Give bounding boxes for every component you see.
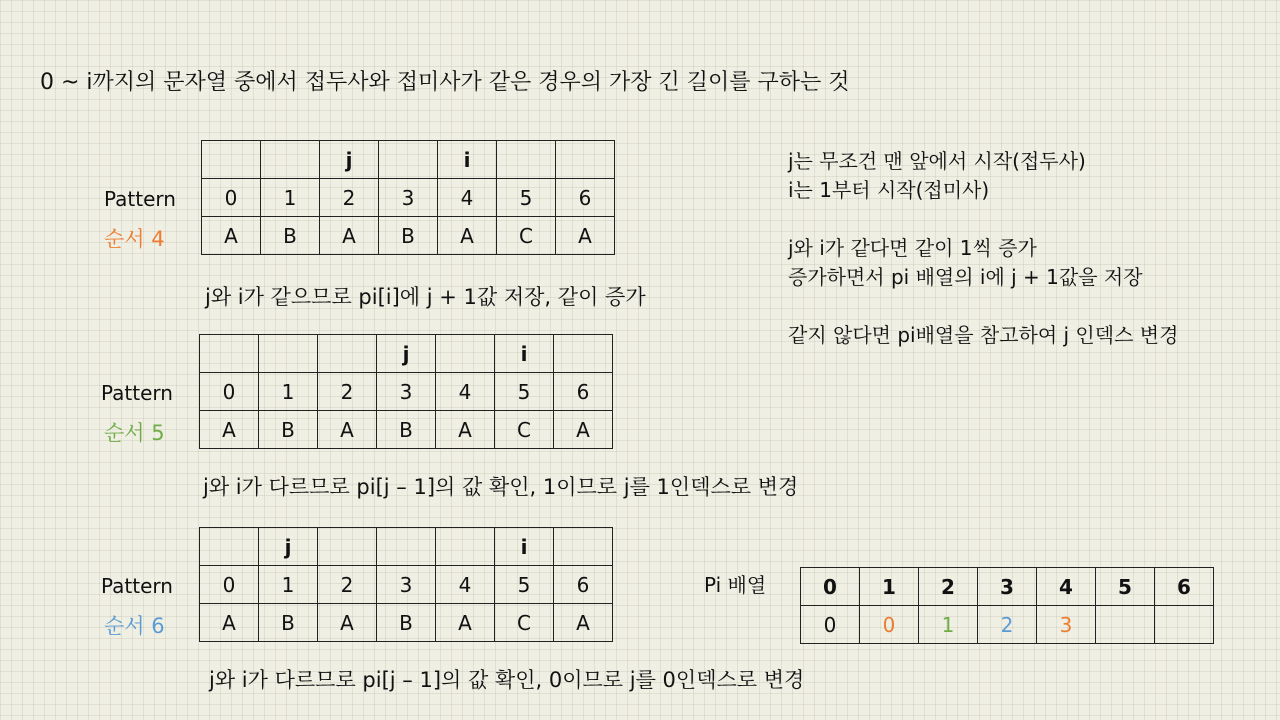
pi-index-cell: 6	[1155, 568, 1214, 606]
pi-index-cell: 1	[860, 568, 919, 606]
algorithm-notes	[788, 147, 1178, 350]
char-cell: B	[377, 411, 436, 449]
char-cell: B	[377, 604, 436, 642]
pi-value-cell: 1	[919, 606, 978, 644]
pointer-cell: j	[377, 335, 436, 373]
char-cell: A	[200, 411, 259, 449]
index-cell: 0	[202, 179, 261, 217]
pi-value-cell: 3	[1037, 606, 1096, 644]
note-line: j는 무조건 맨 앞에서 시작(접두사)	[788, 149, 1086, 173]
pointer-cell	[377, 528, 436, 566]
pi-value-cell: 2	[978, 606, 1037, 644]
pointer-cell: i	[495, 335, 554, 373]
char-cell: A	[436, 604, 495, 642]
index-row	[200, 373, 613, 411]
pi-array-table	[800, 567, 1214, 644]
pi-index-cell: 2	[919, 568, 978, 606]
index-cell: 2	[320, 179, 379, 217]
char-cell: A	[318, 604, 377, 642]
pointer-cell	[318, 335, 377, 373]
pi-index-cell: 4	[1037, 568, 1096, 606]
note-line: 증가하면서 pi 배열의 i에 j + 1값을 저장	[788, 265, 1143, 289]
pattern-table-step-5	[199, 334, 613, 449]
char-cell: C	[495, 411, 554, 449]
char-cell: A	[436, 411, 495, 449]
index-cell: 3	[379, 179, 438, 217]
pointer-cell	[318, 528, 377, 566]
pi-value-cell: 0	[860, 606, 919, 644]
index-cell: 3	[377, 566, 436, 604]
char-cell: B	[259, 411, 318, 449]
pi-value-cell	[1155, 606, 1214, 644]
pointer-cell	[436, 335, 495, 373]
pointer-cell	[200, 335, 259, 373]
page-title: 0 ~ i까지의 문자열 중에서 접두사와 접미사가 같은 경우의 가장 긴 길이를 구하는 것	[40, 70, 850, 95]
char-cell: A	[554, 604, 613, 642]
pi-index-cell: 3	[978, 568, 1037, 606]
index-cell: 4	[436, 373, 495, 411]
index-cell: 2	[318, 373, 377, 411]
index-cell: 6	[554, 373, 613, 411]
note-line: i는 1부터 시작(접미사)	[788, 178, 990, 202]
note-line: 같지 않다면 pi배열을 참고하여 j 인덱스 변경	[788, 323, 1179, 347]
note-spacer	[788, 292, 1178, 321]
pointer-cell	[556, 141, 615, 179]
index-cell: 6	[556, 179, 615, 217]
pointer-row	[200, 335, 613, 373]
pi-value-cell: 0	[801, 606, 860, 644]
pi-index-cell: 5	[1096, 568, 1155, 606]
pointer-cell	[497, 141, 556, 179]
pointer-cell	[200, 528, 259, 566]
index-cell: 5	[495, 373, 554, 411]
index-cell: 1	[261, 179, 320, 217]
pi-array-label: Pi 배열	[704, 573, 767, 597]
pointer-row	[202, 141, 615, 179]
pattern-label: Pattern	[101, 381, 173, 405]
pi-index-cell: 0	[801, 568, 860, 606]
order-label: 순서 5	[104, 421, 165, 445]
pointer-cell: j	[259, 528, 318, 566]
index-cell: 5	[495, 566, 554, 604]
order-label: 순서 6	[104, 614, 165, 638]
index-cell: 3	[377, 373, 436, 411]
char-cell: B	[261, 217, 320, 255]
pointer-cell	[259, 335, 318, 373]
char-cell: A	[556, 217, 615, 255]
index-cell: 5	[497, 179, 556, 217]
index-cell: 0	[200, 373, 259, 411]
pointer-cell: i	[495, 528, 554, 566]
note-line: j와 i가 같다면 같이 1씩 증가	[788, 236, 1037, 260]
pointer-cell	[202, 141, 261, 179]
char-cell: C	[495, 604, 554, 642]
step-caption: j와 i가 다르므로 pi[j – 1]의 값 확인, 1이므로 j를 1인덱스로 변경	[203, 475, 799, 499]
index-row	[200, 566, 613, 604]
pi-value-row	[801, 606, 1214, 644]
char-cell: C	[497, 217, 556, 255]
order-label: 순서 4	[104, 227, 165, 251]
pattern-table-step-6	[199, 527, 613, 642]
char-cell: B	[259, 604, 318, 642]
pattern-label: Pattern	[104, 187, 176, 211]
step-caption: j와 i가 다르므로 pi[j – 1]의 값 확인, 0이므로 j를 0인덱스로 변경	[209, 668, 805, 692]
index-cell: 4	[438, 179, 497, 217]
pattern-table-step-4	[201, 140, 615, 255]
char-cell: A	[438, 217, 497, 255]
pi-value-cell	[1096, 606, 1155, 644]
pattern-label: Pattern	[101, 574, 173, 598]
pointer-cell	[554, 335, 613, 373]
pointer-cell	[261, 141, 320, 179]
char-cell: A	[320, 217, 379, 255]
char-cell: A	[200, 604, 259, 642]
pointer-cell: j	[320, 141, 379, 179]
index-cell: 6	[554, 566, 613, 604]
char-row	[200, 604, 613, 642]
pointer-cell: i	[438, 141, 497, 179]
char-cell: A	[202, 217, 261, 255]
index-cell: 0	[200, 566, 259, 604]
index-cell: 2	[318, 566, 377, 604]
char-row	[202, 217, 615, 255]
step-caption: j와 i가 같으므로 pi[i]에 j + 1값 저장, 같이 증가	[205, 285, 646, 309]
index-cell: 1	[259, 373, 318, 411]
pointer-cell	[379, 141, 438, 179]
index-cell: 4	[436, 566, 495, 604]
pointer-cell	[436, 528, 495, 566]
note-spacer	[788, 205, 1178, 234]
pi-header-row	[801, 568, 1214, 606]
index-row	[202, 179, 615, 217]
char-cell: A	[554, 411, 613, 449]
char-row	[200, 411, 613, 449]
char-cell: A	[318, 411, 377, 449]
pointer-cell	[554, 528, 613, 566]
char-cell: B	[379, 217, 438, 255]
pointer-row	[200, 528, 613, 566]
index-cell: 1	[259, 566, 318, 604]
